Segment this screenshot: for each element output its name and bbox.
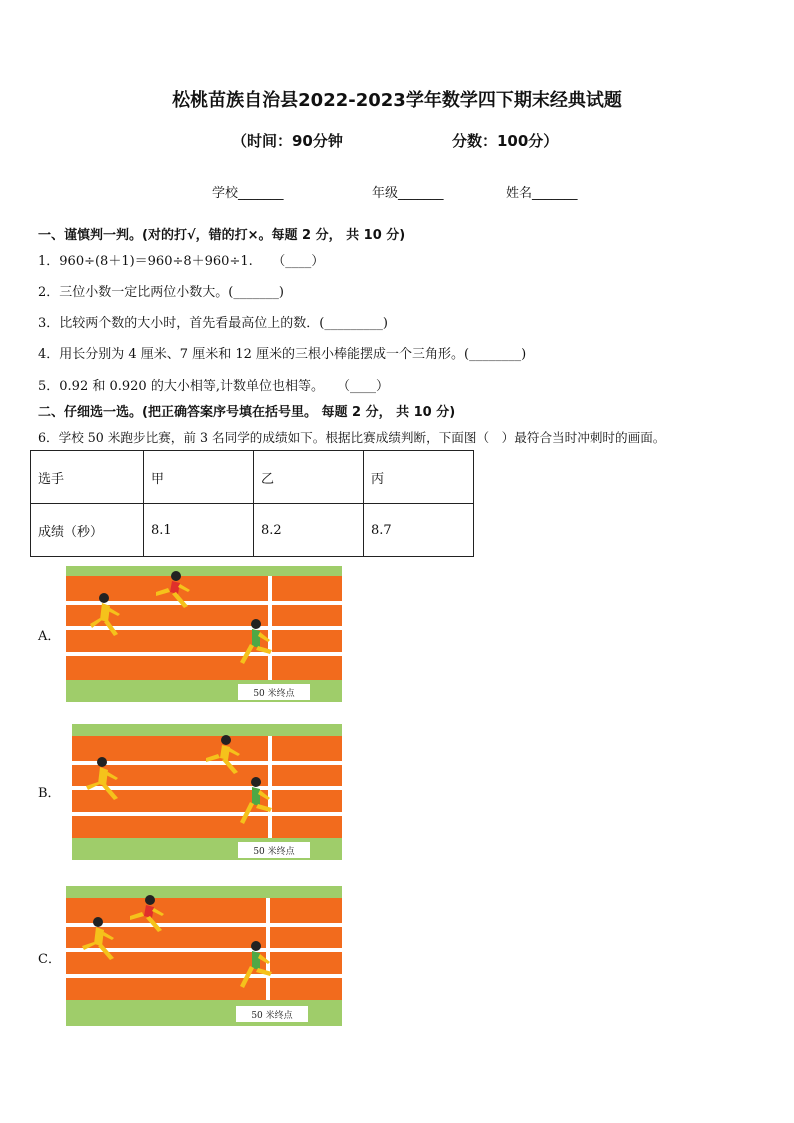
name-field[interactable]: 姓名_______ — [506, 186, 578, 201]
question-6: 6．学校 50 米跑步比赛，前 3 名同学的成绩如下。根据比赛成绩判断，下面图（ ）最符合当时冲刺时的画面。 — [38, 430, 666, 445]
finish-label: 50 米终点 — [253, 847, 295, 857]
option-b-track-image — [72, 724, 342, 860]
table-cell: 8.2 — [254, 504, 364, 557]
section2-heading: 二、仔细选一选。(把正确答案序号填在括号里。 每题 2 分， 共 10 分) — [38, 405, 456, 420]
table-cell: 丙 — [364, 451, 474, 504]
finish-label: 50 米终点 — [251, 1011, 293, 1021]
table-cell: 甲 — [144, 451, 254, 504]
table-cell: 乙 — [254, 451, 364, 504]
scores-table — [30, 450, 474, 557]
question-2: 2．三位小数一定比两位小数大。(_______) — [38, 285, 284, 300]
option-c-label[interactable]: C． — [38, 952, 61, 967]
table-row — [31, 451, 474, 504]
table-cell: 成绩（秒） — [31, 504, 144, 557]
table-cell: 8.7 — [364, 504, 474, 557]
question-4: 4．用长分别为 4 厘米、7 厘米和 12 厘米的三根小棒能摆成一个三角形。(________) — [38, 347, 527, 362]
exam-time: （时间：90分钟 — [232, 132, 343, 150]
question-5: 5．0.92 和 0.920 的大小相等,计数单位也相等。 （____） — [38, 379, 389, 394]
option-a-track-image — [66, 566, 342, 702]
school-field[interactable]: 学校_______ — [212, 186, 284, 201]
table-row — [31, 504, 474, 557]
page-title: 松桃苗族自治县2022-2023学年数学四下期末经典试题 — [172, 90, 622, 111]
table-cell: 8.1 — [144, 504, 254, 557]
question-1: 1．960÷(8＋1)＝960÷8＋960÷1. （____） — [38, 254, 325, 269]
exam-score: 分数：100分） — [452, 132, 559, 150]
section1-heading: 一、谨慎判一判。(对的打√，错的打×。每题 2 分， 共 10 分) — [38, 228, 406, 243]
option-a-label[interactable]: A． — [38, 629, 61, 644]
grade-field[interactable]: 年级_______ — [372, 186, 444, 201]
finish-label: 50 米终点 — [253, 689, 295, 699]
question-3: 3．比较两个数的大小时，首先看最高位上的数．(_________) — [38, 316, 388, 331]
option-b-label[interactable]: B． — [38, 786, 61, 801]
table-cell: 选手 — [31, 451, 144, 504]
option-c-track-image — [66, 886, 342, 1026]
